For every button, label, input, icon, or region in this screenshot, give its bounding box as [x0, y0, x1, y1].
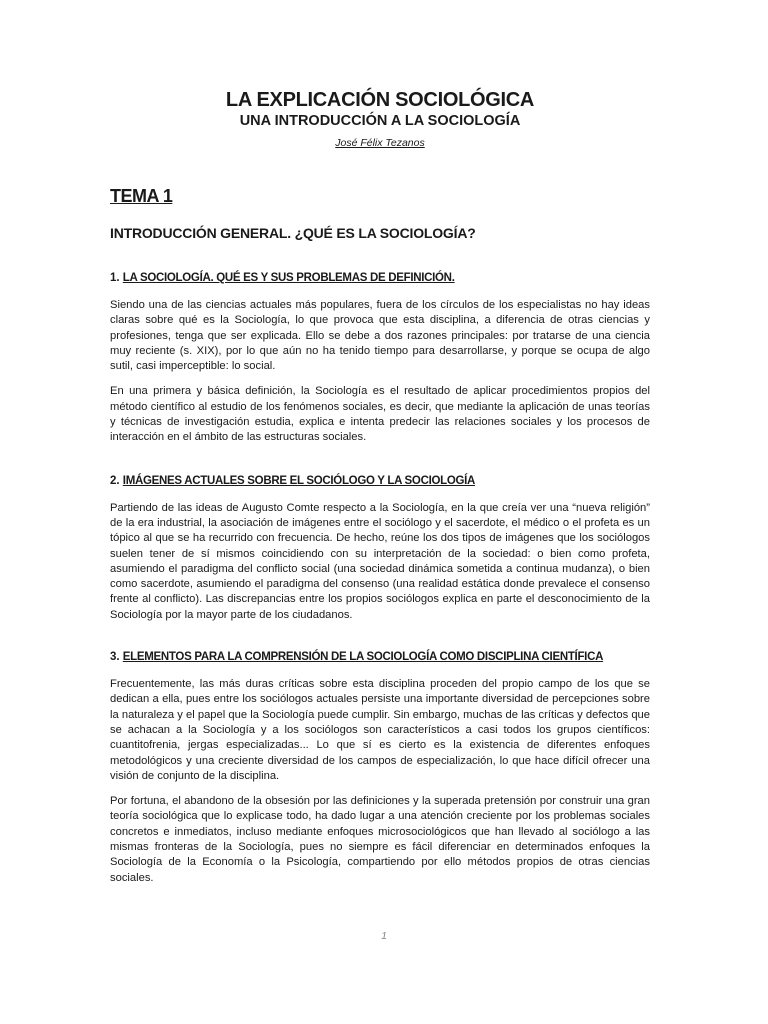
section-heading-text: IMÁGENES ACTUALES SOBRE EL SOCIÓLOGO Y LA SOCIOLOGÍA [122, 474, 476, 487]
section-heading [110, 650, 650, 665]
document-author: José Félix Tezanos [335, 137, 425, 149]
paragraph: Siendo una de las ciencias actuales más populares, fuera de los círculos de los especialistas no hay ideas claras sobre qué es la Sociología, lo que provoca que esta disciplina, a diferencia de otras ciencias y profesiones, tenga que ser explicada. Ello se debe a dos razones principales: por tratarse de una ciencia muy reciente (s. XIX), por lo que aún no ha tenido tiempo para desarrollarse, y porque se ocupa de algo sutil, casi imperceptible: lo social. [110, 299, 650, 373]
section-heading-text: LA SOCIOLOGÍA. QUÉ ES Y SUS PROBLEMAS DE DEFINICIÓN. [122, 272, 455, 284]
document-title: LA EXPLICACIÓN SOCIOLÓGICA [225, 89, 535, 111]
paragraph: Partiendo de las ideas de Augusto Comte respecto a la Sociología, en la que creía ver una “nueva religión” de la era industrial, la asociación de imágenes entre el sociólogo y el sacerdote, el médico o el profeta es un tópico al que se ha recurrido con frecuencia. De hecho, reúne los dos tipos de imágenes que los sociólogos suelen tener de sí mismos coincidiendo con su interpretación de la sociedad: o bien como profeta, asumiendo el paradigma del conflicto social (una sociedad dinámica sometida a continua mudanza), o bien como sacerdote, asumiendo el paradigma del consenso (una realidad estática donde prevalece el consenso frente al conflicto). Las discrepancias entre los propios sociólogos explica en parte el desconocimiento de la Sociología por la mayor parte de los ciudadanos. [110, 501, 650, 621]
document-subtitle: UNA INTRODUCCIÓN A LA SOCIOLOGÍA [239, 113, 521, 129]
chapter-label: TEMA 1 [110, 186, 173, 206]
section-1 [110, 271, 650, 446]
section-heading [110, 271, 650, 286]
paragraph: Por fortuna, el abandono de la obsesión por las definiciones y la superada pretensión por construir una gran teoría sociológica que lo explicase todo, ha dado lugar a una atención creciente por los problemas sociales concretos e inmediatos, incluso mediante enfoques microsociológicos que han llevado al sociólogo a las mismas fronteras de la Sociología, pues no siempre es fácil diferenciar en determinados enfoques la Sociología de la Economía o la Psicología, compartiendo por ello métodos propios de otras ciencias sociales. [110, 795, 650, 884]
paragraph: Frecuentemente, las más duras críticas sobre esta disciplina proceden del propio campo de los que se dedican a ella, pues entre los sociólogos actuales persiste una importante diversidad de percepciones sobre la naturaleza y el papel que la Sociología puede cumplir. Sin embargo, muchas de las críticas y defectos que se achacan a la Sociología y a los sociólogos son característicos a casi todos los grupos científicos: cuantitofrenia, jergas especializadas... Lo que sí es cierto es la existencia de diferentes enfoques metodológicos y una creciente diversidad de los campos de especialización, lo que hace difícil ofrecer una visión de conjunto de la disciplina. [110, 678, 650, 782]
section-heading-text: ELEMENTOS PARA LA COMPRENSIÓN DE LA SOCIOLOGÍA COMO DISCIPLINA CIENTÍFICA [122, 651, 604, 664]
document-body [110, 88, 650, 886]
section-number: 3. [110, 651, 120, 664]
section-number: 2. [110, 474, 120, 487]
section-heading [110, 474, 650, 489]
section-2 [110, 474, 650, 623]
page-number: 1 [381, 930, 387, 942]
section-3 [110, 650, 650, 886]
section-number: 1. [110, 272, 120, 284]
paragraph: En una primera y básica definición, la Sociología es el resultado de aplicar procedimientos propios del método científico al estudio de los fenómenos sociales, es decir, que mediante la aplicación de unas teorías y técnicas de investigación estudia, explica e intenta predecir las relaciones sociales y los procesos de interacción en el ámbito de las estructuras sociales. [110, 385, 650, 444]
chapter-title: INTRODUCCIÓN GENERAL. ¿QUÉ ES LA SOCIOLOGÍA? [110, 225, 476, 241]
